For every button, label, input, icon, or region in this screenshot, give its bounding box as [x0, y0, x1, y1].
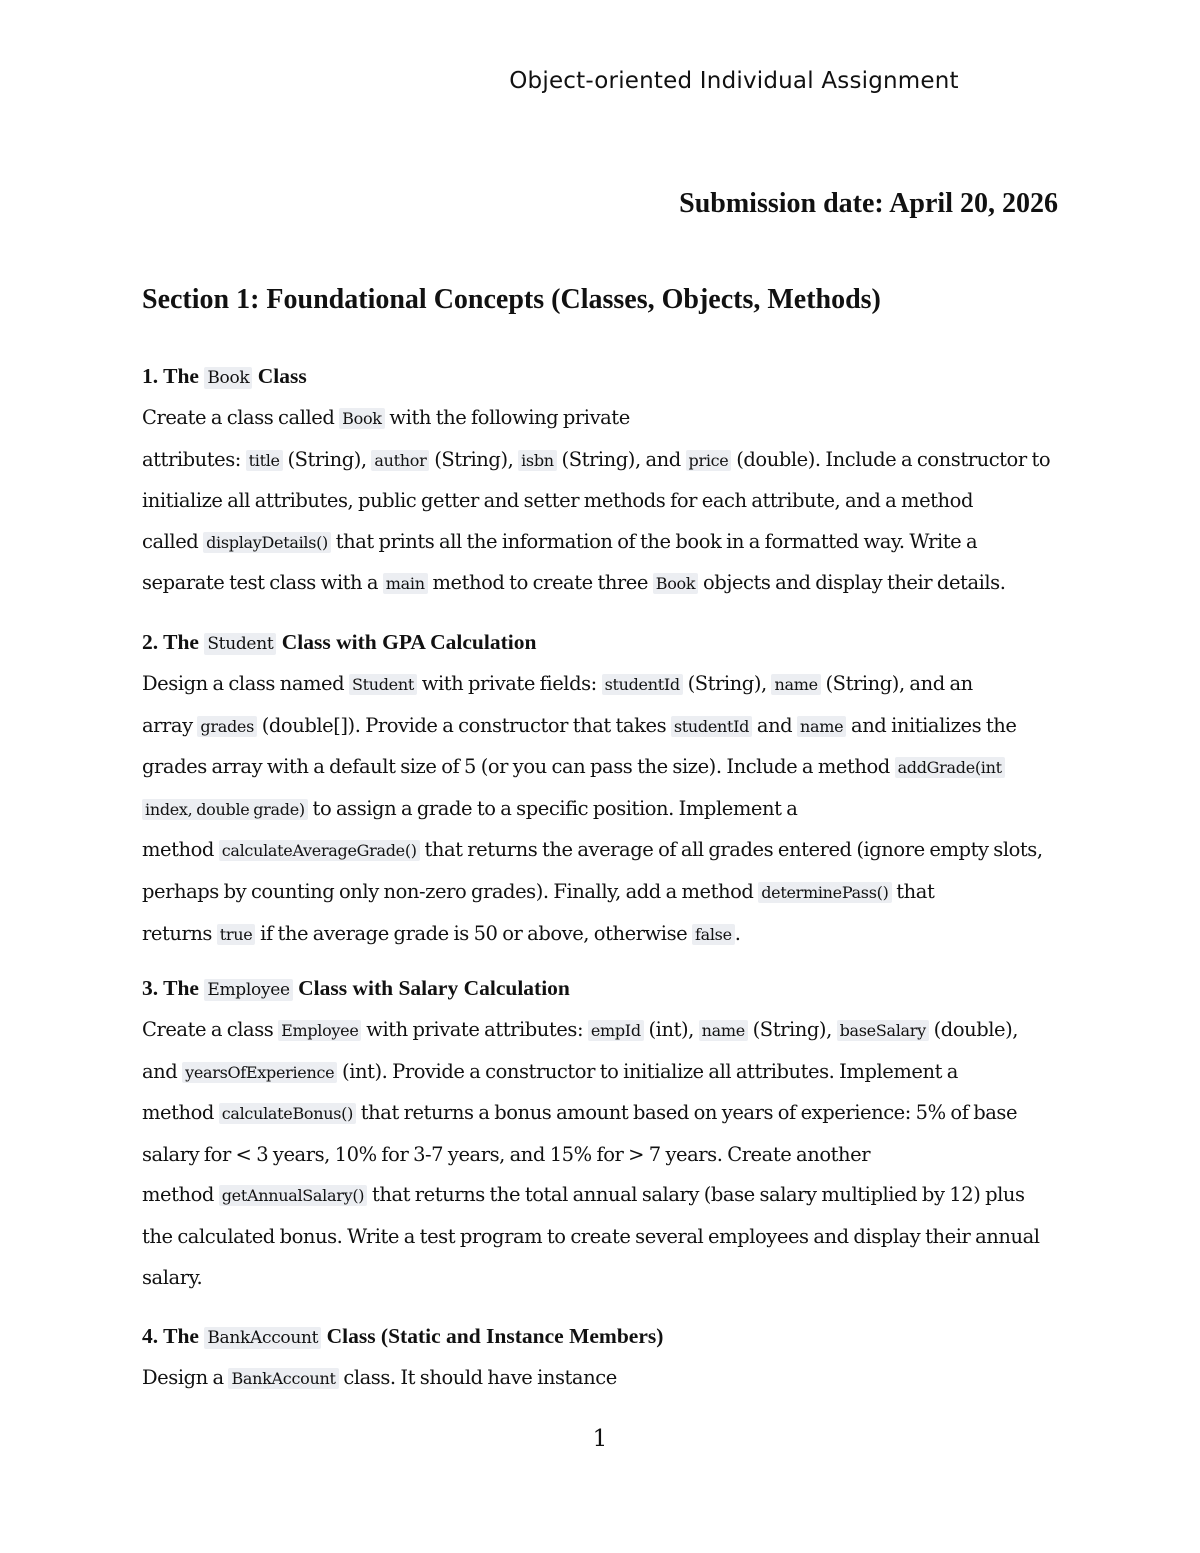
code-span: main [383, 573, 428, 594]
question-2-line-7: returns true if the average grade is 50 or above, otherwise false . [142, 921, 741, 945]
question-2-line-2: array grades (double[]). Provide a constructor that takes studentId and name and initializes the [142, 713, 1017, 737]
code-span: index, double grade) [142, 799, 308, 820]
code-span: displayDetails() [203, 532, 331, 553]
question-1-line-4: called displayDetails() that prints all the information of the book in a formatted way. Write a [142, 529, 978, 553]
question-3-line-3: method calculateBonus() that returns a bonus amount based on years of experience: 5% of base [142, 1101, 1018, 1125]
code-span: name [771, 674, 820, 695]
code-span: isbn [518, 450, 557, 471]
question-1-line-2: attributes: title (String), author (String), isbn (String), and price (double). Include a constructor to [142, 447, 1051, 471]
code-span: BankAccount [228, 1368, 338, 1389]
code-span: addGrade(int [895, 757, 1005, 778]
code-span: Book [653, 573, 699, 594]
code-span: grades [197, 716, 257, 737]
page-header: Object-oriented Individual Assignment [509, 68, 959, 94]
code-span: yearsOfExperience [182, 1062, 337, 1083]
question-2-line-6: perhaps by counting only non-zero grades). Finally, add a method determinePass() that [142, 879, 935, 903]
code-span: calculateAverageGrade() [219, 840, 420, 861]
question-4-title: 4. The BankAccount Class (Static and Instance Members) [142, 1324, 664, 1348]
code-span: Book [204, 367, 252, 389]
code-span: Employee [204, 979, 292, 1001]
code-span: name [699, 1020, 748, 1041]
question-2-line-3: grades array with a default size of 5 (or you can pass the size). Include a method addGrade(int [142, 747, 1062, 789]
code-span: title [246, 450, 283, 471]
question-2-title: 2. The Student Class with GPA Calculation [142, 630, 537, 654]
question-3 [142, 968, 1062, 1298]
code-span: true [217, 924, 256, 945]
question-3-line-4: salary for < 3 years, 10% for 3-7 years, and 15% for > 7 years. Create another [142, 1142, 871, 1166]
question-2 [142, 622, 1062, 955]
question-3-title: 3. The Employee Class with Salary Calculation [142, 976, 570, 1000]
question-3-line-6: the calculated bonus. Write a test program to create several employees and display their annual [142, 1224, 1040, 1248]
question-2-line-4: index, double grade) to assign a grade to a specific position. Implement a [142, 789, 1062, 831]
code-span: false [692, 924, 735, 945]
code-span: Student [204, 633, 276, 655]
question-4 [142, 1316, 1062, 1400]
code-span: Employee [278, 1020, 361, 1041]
submission-date: Submission date: April 20, 2026 [679, 188, 1058, 219]
code-span: calculateBonus() [219, 1103, 356, 1124]
code-span: baseSalary [837, 1020, 929, 1041]
question-1 [142, 356, 1062, 605]
code-span: studentId [671, 716, 752, 737]
code-span: Book [339, 408, 385, 429]
code-span: getAnnualSalary() [219, 1185, 368, 1206]
code-span: determinePass() [758, 882, 891, 903]
question-1-line-5: separate test class with a main method to create three Book objects and display their details. [142, 571, 1006, 595]
section-title: Section 1: Foundational Concepts (Classes, Objects, Methods) [142, 284, 881, 315]
code-span: Student [349, 674, 417, 695]
page-number: 1 [592, 1426, 608, 1452]
question-3-line-2: and yearsOfExperience (int). Provide a constructor to initialize all attributes. Implement a [142, 1059, 958, 1083]
question-3-line-5: method getAnnualSalary() that returns the total annual salary (base salary multiplied by 12) plus [142, 1183, 1025, 1207]
question-2-line-5: method calculateAverageGrade() that returns the average of all grades entered (ignore empty slots, [142, 838, 1043, 862]
question-4-line-1: Design a BankAccount class. It should have instance [142, 1366, 617, 1389]
question-1-line-3: initialize all attributes, public getter and setter methods for each attribute, and a method [142, 489, 973, 513]
code-span: author [371, 450, 429, 471]
question-3-line-7: salary. [142, 1265, 203, 1289]
question-1-line-1: Create a class called Book with the following private [142, 406, 630, 429]
code-span: BankAccount [204, 1327, 321, 1349]
code-span: name [797, 716, 846, 737]
question-2-line-1: Design a class named Student with private fields: studentId (String), name (String), and an [142, 672, 973, 695]
code-span: price [686, 450, 732, 471]
code-span: studentId [602, 674, 683, 695]
question-3-line-1: Create a class Employee with private attributes: empId (int), name (String), baseSalary (double), [142, 1018, 1019, 1041]
code-span: empId [588, 1020, 644, 1041]
question-1-title: 1. The Book Class [142, 364, 307, 388]
